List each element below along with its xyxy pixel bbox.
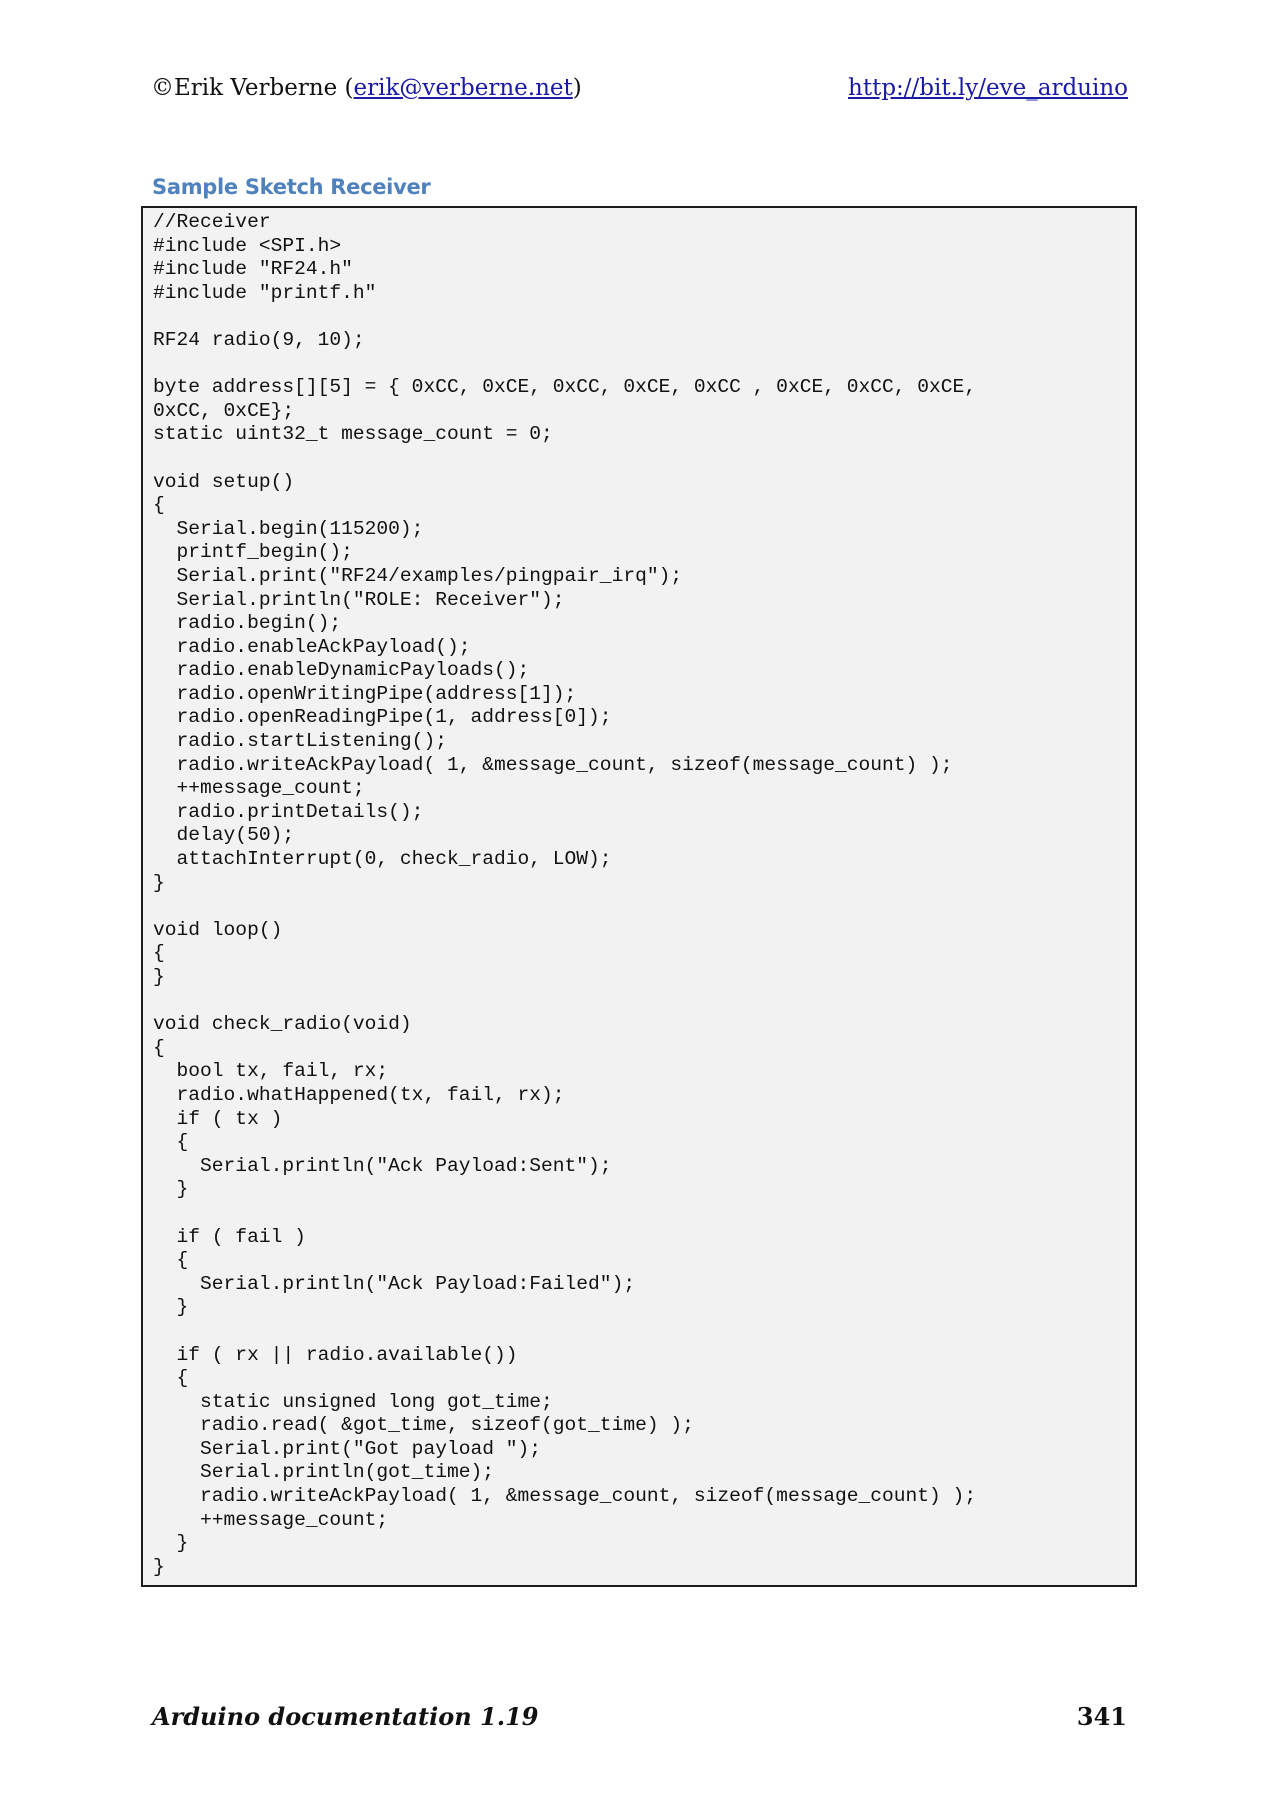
author-prefix: ©Erik Verberne ( [151, 75, 354, 101]
url-link[interactable]: http://bit.ly/eve_arduino [848, 75, 1128, 101]
header-url [848, 75, 1128, 101]
header-author [151, 75, 582, 101]
author-suffix: ) [572, 75, 582, 101]
code-text: //Receiver #include <SPI.h> #include "RF24.h" #include "printf.h" RF24 radio(9, 10); byte address[][5] = { 0xCC, 0xCE, 0xCC, 0xCE, 0xCC , 0xCE, 0xCC, 0xCE, 0xCC, 0xCE}; static uint32_t message_count = 0; void setup() { Serial.begin(115200); printf_begin(); Serial.print("RF24/examples/pingpair_irq"); Serial.println("ROLE: Receiver"); radio.begin(); radio.enableAckPayload(); radio.enableDynamicPayloads(); radio.openWritingPipe(address[1]); radio.openReadingPipe(1, address[0]); radio.startListening(); radio.writeAckPayload( 1, &message_count, sizeof(message_count) ); ++message_count; radio.printDetails(); delay(50); attachInterrupt(0, check_radio, LOW); } void loop() { } void check_radio(void) { bool tx, fail, rx; radio.whatHappened(tx, fail, rx); if ( tx ) { Serial.println("Ack Payload:Sent"); } if ( fail ) { Serial.println("Ack Payload:Failed"); } if ( rx || radio.available()) { static unsigned long got_time; radio.read( &got_time, sizeof(got_time) ); Serial.print("Got payload "); Serial.println(got_time); radio.writeAckPayload( 1, &message_count, sizeof(message_count) ); ++message_count; } } [153, 211, 977, 1578]
email-link[interactable]: erik@verberne.net [353, 75, 573, 101]
section-title: Sample Sketch Receiver [152, 175, 431, 199]
code-block [141, 206, 1137, 1587]
footer-doc-title: Arduino documentation 1.19 [152, 1702, 539, 1731]
footer-page-number: 341 [1076, 1702, 1127, 1731]
